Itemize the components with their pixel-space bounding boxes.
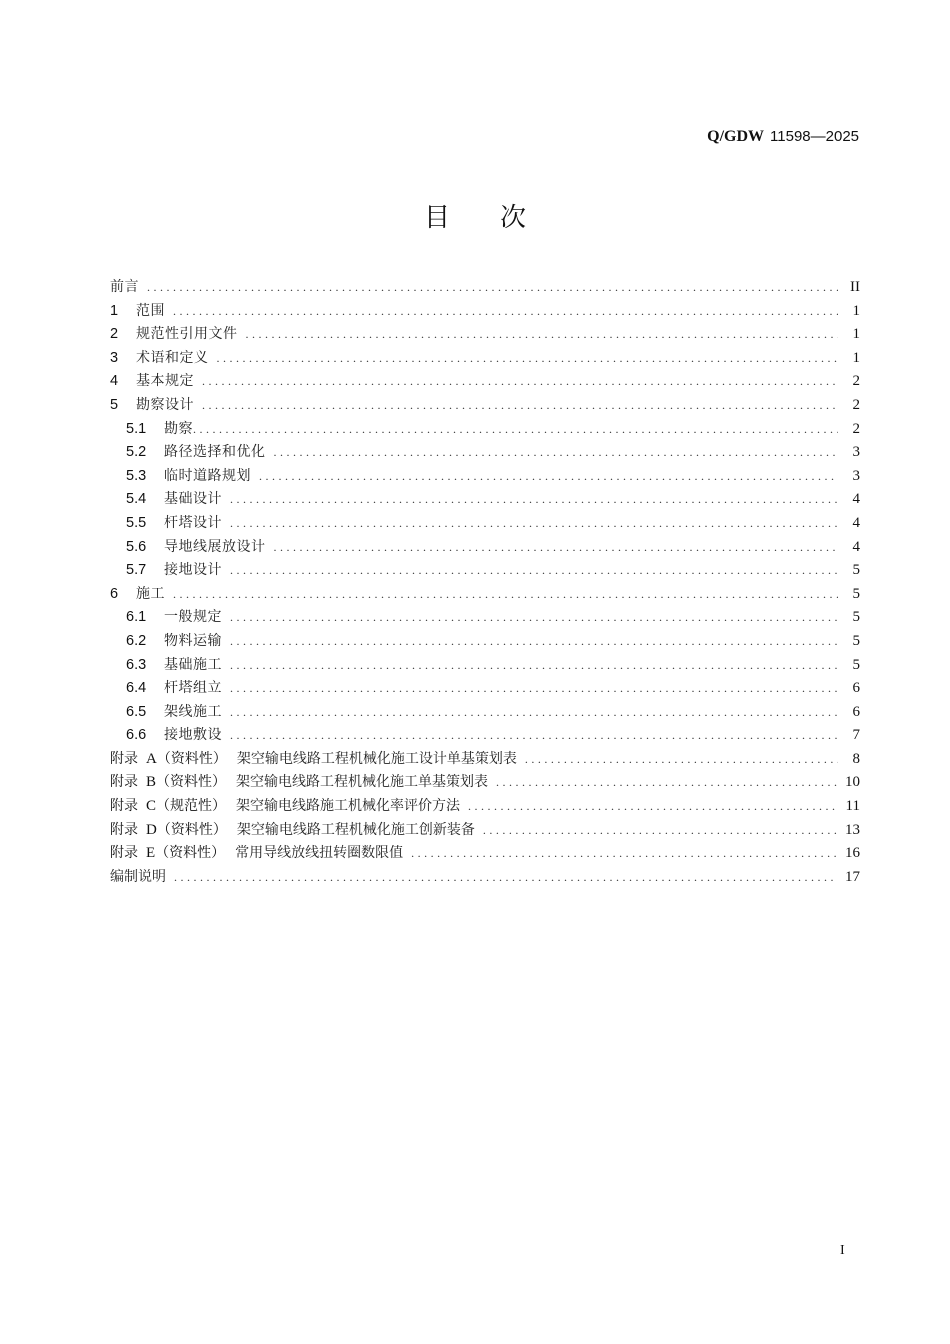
toc-entry-number: 5.1 [126,420,147,437]
toc-entry-number: 5.4 [126,491,147,508]
toc-entry-number: 6.6 [126,727,147,744]
document-code [707,126,859,147]
doc-code-prefix: Q/GDW [707,128,765,145]
toc-entry-title: 规范性引用文件 [136,326,238,343]
toc-entry-4[interactable] [110,370,860,394]
dot-leader [230,677,838,701]
toc-entry-page: 11 [845,798,860,815]
toc-entry-foreword[interactable] [110,276,860,300]
toc-entry-page: II [850,279,860,295]
toc-entry-page: 5 [852,585,860,602]
dot-leader [246,323,839,347]
appendix-letter: E [146,845,156,862]
toc-entry-2[interactable] [110,323,860,347]
toc-entry-title: 杆塔设计 [164,514,222,531]
toc-entry-number: 5.5 [126,514,147,531]
toc-entry-title: 架空输电线路工程机械化施工创新装备 [236,821,475,838]
toc-entry-page: 16 [845,845,860,862]
toc-entry-5-1[interactable] [110,418,860,442]
page-title-char-2: 次 [500,203,527,233]
toc-entry-5-3[interactable] [110,465,860,489]
toc-entry-page: 13 [845,821,860,838]
toc-entry-number: 6.5 [126,703,147,720]
toc-entry-page: 4 [852,491,860,508]
appendix-type: （资料性） [156,774,227,791]
toc-entry-appendix-b[interactable] [110,771,860,795]
toc-entry-5-2[interactable] [110,441,860,465]
toc-entry-1[interactable] [110,300,860,324]
toc-entry-title: 一般规定 [164,609,222,626]
toc-entry-title: 接地敷设 [164,727,222,744]
toc-entry-title: 架空输电线路工程机械化施工设计单基策划表 [236,750,517,767]
toc-entry-title: 架空输电线路施工机械化率评价方法 [236,798,461,815]
dot-leader [274,536,839,560]
doc-code-number: 11598—2025 [770,128,859,145]
appendix-type: （资料性） [156,821,227,838]
dot-leader [173,300,838,324]
toc-entry-3[interactable] [110,347,860,371]
toc-entry-6-4[interactable] [110,677,860,701]
appendix-label: 附录 [110,845,138,862]
toc-entry-number: 1 [110,302,119,319]
toc-entry-6-6[interactable] [110,724,860,748]
dot-leader [230,512,838,536]
toc-entry-page: 5 [852,632,860,649]
dot-leader [259,465,838,489]
dot-leader [217,347,839,371]
toc-entry-number: 4 [110,373,119,390]
toc-entry-page: 8 [852,750,860,767]
toc-entry-title: 编制说明 [110,868,166,885]
dot-leader [525,748,838,772]
toc-entry-5-6[interactable] [110,536,860,560]
appendix-label: 附录 [110,750,138,767]
toc-entry-page: 5 [852,562,860,579]
toc-entry-6-5[interactable] [110,701,860,725]
toc-entry-page: 3 [852,467,860,484]
dot-leader [483,819,837,843]
appendix-label: 附录 [110,821,138,838]
table-of-contents [110,276,860,889]
appendix-type: （规范性） [156,798,227,815]
toc-entry-title: 施工 [136,585,165,602]
toc-entry-title: 接地设计 [164,562,222,579]
toc-entry-number: 5.6 [126,538,147,555]
toc-entry-title: 物料运输 [164,632,222,649]
toc-entry-5-5[interactable] [110,512,860,536]
toc-entry-page: 1 [852,349,860,366]
toc-entry-page: 6 [852,680,860,697]
toc-entry-appendix-a[interactable] [110,748,860,772]
appendix-letter: D [146,821,157,838]
toc-entry-title: 临时道路规划 [164,467,251,484]
dot-leader [202,394,838,418]
appendix-label: 附录 [110,774,138,791]
dot-leader [202,370,838,394]
dot-leader [496,771,837,795]
toc-entry-title: 基础设计 [164,491,222,508]
toc-entry-number: 2 [110,326,119,343]
toc-entry-page: 10 [845,774,860,791]
dot-leader [411,842,837,866]
appendix-type: （资料性） [155,845,226,862]
toc-entry-page: 2 [852,420,860,437]
toc-entry-title: 范围 [136,302,165,319]
page-number: I [840,1243,845,1258]
toc-entry-6-2[interactable] [110,630,860,654]
dot-leader [230,701,838,725]
toc-entry-5-7[interactable] [110,559,860,583]
toc-entry-title: 基础施工 [164,656,222,673]
toc-entry-number: 6.1 [126,609,147,626]
toc-entry-appendix-e[interactable] [110,842,860,866]
toc-entry-6-1[interactable] [110,606,860,630]
toc-entry-title: 常用导线放线扭转圈数限值 [235,845,404,862]
toc-entry-compilation-notes[interactable] [110,866,860,890]
toc-entry-title: 杆塔组立 [164,680,222,697]
toc-entry-number: 5 [110,396,119,413]
toc-entry-title: 勘察 [164,420,193,437]
toc-entry-6[interactable] [110,583,860,607]
dot-leader [230,488,838,512]
toc-entry-page: 4 [852,538,860,555]
dot-leader [230,724,838,748]
page-title-char-1: 目 [423,203,450,233]
toc-entry-5[interactable] [110,394,860,418]
appendix-letter: B [146,774,157,791]
dot-leader [230,606,838,630]
toc-entry-number: 6.3 [126,656,147,673]
appendix-type: （资料性） [156,750,227,767]
toc-entry-number: 5.2 [126,444,147,461]
dot-leader [230,559,838,583]
toc-entry-page: 5 [852,656,860,673]
toc-entry-page: 6 [852,703,860,720]
toc-entry-page: 1 [852,326,860,343]
appendix-label: 附录 [110,798,138,815]
toc-entry-page: 17 [845,868,860,885]
toc-entry-appendix-c[interactable] [110,795,860,819]
toc-entry-page: 3 [852,444,860,461]
toc-entry-page: 7 [852,727,860,744]
toc-entry-5-4[interactable] [110,488,860,512]
dot-leader [174,866,837,890]
appendix-letter: C [146,798,157,815]
toc-entry-title: 勘察设计 [136,396,194,413]
toc-entry-title: 架空输电线路工程机械化施工单基策划表 [236,774,489,791]
dot-leader [193,418,838,442]
toc-entry-title: 基本规定 [136,373,194,390]
dot-leader [274,441,839,465]
toc-entry-page: 2 [852,373,860,390]
toc-entry-title: 术语和定义 [136,349,209,366]
toc-entry-page: 4 [852,514,860,531]
toc-entry-number: 5.3 [126,467,147,484]
dot-leader [173,583,838,607]
toc-entry-number: 5.7 [126,562,147,579]
toc-entry-page: 1 [852,302,860,319]
toc-entry-number: 6.4 [126,680,147,697]
appendix-letter: A [146,750,157,767]
toc-entry-title: 导地线展放设计 [164,538,266,555]
dot-leader [147,276,838,300]
page-title [0,200,950,236]
toc-entry-number: 6 [110,585,119,602]
toc-entry-page: 5 [852,609,860,626]
dot-leader [468,795,838,819]
toc-entry-6-3[interactable] [110,654,860,678]
dot-leader [230,654,838,678]
toc-entry-appendix-d[interactable] [110,819,860,843]
toc-entry-number: 3 [110,349,119,366]
toc-entry-title: 路径选择和优化 [164,444,266,461]
toc-entry-number: 6.2 [126,632,147,649]
toc-entry-title: 架线施工 [164,703,222,720]
toc-entry-title: 前言 [110,279,139,295]
dot-leader [230,630,838,654]
toc-entry-page: 2 [852,396,860,413]
